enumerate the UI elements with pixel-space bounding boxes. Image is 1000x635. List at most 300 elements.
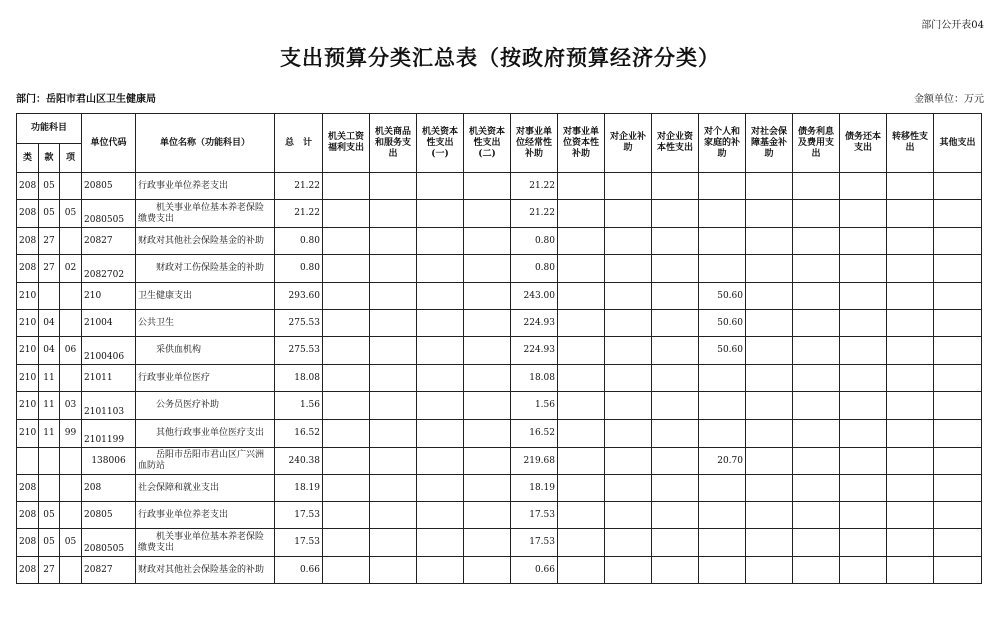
kuan-cell: 04: [39, 337, 60, 365]
table-row: [17, 475, 982, 502]
econ-value-cell: [370, 529, 417, 557]
econ-value-cell: [417, 283, 464, 310]
lei-header: 类: [17, 144, 39, 173]
econ-header: 对企业补助: [605, 114, 652, 173]
xiang-cell: [60, 173, 82, 200]
econ-value-cell: [417, 310, 464, 337]
unit-code-cell: 20827: [82, 228, 136, 255]
econ-value-cell: [370, 255, 417, 283]
econ-value-cell: [934, 228, 982, 255]
total-cell: 293.60: [275, 283, 323, 310]
unit-name-cell: 公共卫生: [136, 310, 275, 337]
econ-value-cell: [746, 337, 793, 365]
econ-value-cell: [840, 448, 887, 475]
econ-value-cell: [840, 255, 887, 283]
econ-value-cell: [652, 557, 699, 584]
econ-header: 机关商品和服务支出: [370, 114, 417, 173]
econ-value-cell: [558, 283, 605, 310]
unit-name-cell: 机关事业单位基本养老保险缴费支出: [136, 200, 275, 228]
econ-value-cell: [934, 502, 982, 529]
kuan-cell: 05: [39, 502, 60, 529]
econ-value-cell: [840, 557, 887, 584]
econ-value-cell: [699, 557, 746, 584]
econ-header: 转移性支出: [887, 114, 934, 173]
kuan-cell: [39, 475, 60, 502]
econ-value-cell: [840, 173, 887, 200]
econ-value-cell: [887, 448, 934, 475]
econ-value-cell: [840, 475, 887, 502]
econ-value-cell: [699, 420, 746, 448]
econ-value-cell: [793, 475, 840, 502]
econ-value-cell: [793, 557, 840, 584]
table-row: [17, 283, 982, 310]
econ-value-cell: [323, 557, 370, 584]
econ-value-cell: [323, 200, 370, 228]
econ-value-cell: [417, 557, 464, 584]
econ-value-cell: [793, 502, 840, 529]
table-row: [17, 448, 982, 475]
econ-value-cell: [370, 200, 417, 228]
econ-value-cell: [323, 255, 370, 283]
econ-value-cell: 219.68: [511, 448, 558, 475]
econ-value-cell: [934, 255, 982, 283]
econ-value-cell: [323, 392, 370, 420]
econ-value-cell: [840, 392, 887, 420]
total-cell: 275.53: [275, 310, 323, 337]
econ-value-cell: [746, 310, 793, 337]
total-header: 总 计: [275, 114, 323, 173]
xiang-cell: [60, 283, 82, 310]
xiang-header: 项: [60, 144, 82, 173]
budget-table: [16, 113, 982, 584]
econ-value-cell: [887, 365, 934, 392]
econ-value-cell: [699, 475, 746, 502]
econ-value-cell: [605, 310, 652, 337]
xiang-cell: 06: [60, 337, 82, 365]
kuan-cell: 27: [39, 255, 60, 283]
econ-value-cell: [605, 475, 652, 502]
unit-code-cell: 210: [82, 283, 136, 310]
unit-code-cell: 2101199: [82, 420, 136, 448]
econ-value-cell: 20.70: [699, 448, 746, 475]
kuan-header: 款: [39, 144, 60, 173]
econ-value-cell: [746, 255, 793, 283]
table-row: [17, 200, 982, 228]
kuan-cell: [39, 448, 60, 475]
lei-cell: 208: [17, 502, 39, 529]
xiang-cell: 02: [60, 255, 82, 283]
table-row: [17, 557, 982, 584]
total-cell: 1.56: [275, 392, 323, 420]
econ-value-cell: 0.80: [511, 228, 558, 255]
xiang-cell: [60, 365, 82, 392]
econ-value-cell: [887, 475, 934, 502]
lei-cell: 210: [17, 337, 39, 365]
econ-header: 债务利息及费用支出: [793, 114, 840, 173]
econ-value-cell: [464, 228, 511, 255]
econ-value-cell: 0.80: [511, 255, 558, 283]
lei-cell: 208: [17, 200, 39, 228]
econ-value-cell: [417, 228, 464, 255]
kuan-cell: 05: [39, 173, 60, 200]
econ-value-cell: [746, 448, 793, 475]
unit-name-cell: 财政对其他社会保险基金的补助: [136, 557, 275, 584]
econ-value-cell: [417, 502, 464, 529]
econ-value-cell: 18.19: [511, 475, 558, 502]
econ-value-cell: [605, 173, 652, 200]
table-row: [17, 529, 982, 557]
econ-value-cell: [840, 420, 887, 448]
econ-header: 机关资本性支出(一): [417, 114, 464, 173]
table-row: [17, 502, 982, 529]
xiang-cell: 05: [60, 200, 82, 228]
econ-header: 对事业单位经常性补助: [511, 114, 558, 173]
econ-value-cell: [464, 448, 511, 475]
econ-value-cell: [793, 310, 840, 337]
econ-value-cell: 224.93: [511, 310, 558, 337]
econ-value-cell: [323, 529, 370, 557]
unit-name-cell: 其他行政事业单位医疗支出: [136, 420, 275, 448]
total-cell: 16.52: [275, 420, 323, 448]
econ-value-cell: [417, 200, 464, 228]
econ-value-cell: [746, 365, 793, 392]
econ-header: 对企业资本性支出: [652, 114, 699, 173]
econ-value-cell: [605, 529, 652, 557]
econ-value-cell: 21.22: [511, 173, 558, 200]
kuan-cell: 11: [39, 365, 60, 392]
econ-value-cell: [652, 228, 699, 255]
econ-value-cell: [370, 337, 417, 365]
econ-value-cell: [605, 392, 652, 420]
econ-header: 对事业单位资本性补助: [558, 114, 605, 173]
table-row: [17, 337, 982, 365]
total-cell: 240.38: [275, 448, 323, 475]
econ-value-cell: [558, 365, 605, 392]
econ-value-cell: [464, 475, 511, 502]
econ-value-cell: [840, 200, 887, 228]
econ-value-cell: [370, 173, 417, 200]
econ-header: 机关工资福利支出: [323, 114, 370, 173]
econ-value-cell: [793, 337, 840, 365]
econ-value-cell: [605, 557, 652, 584]
unit-code-cell: 21011: [82, 365, 136, 392]
econ-value-cell: 50.60: [699, 310, 746, 337]
total-cell: 17.53: [275, 502, 323, 529]
econ-value-cell: [699, 255, 746, 283]
econ-value-cell: [699, 200, 746, 228]
econ-value-cell: [605, 420, 652, 448]
econ-value-cell: 0.66: [511, 557, 558, 584]
unit-code-cell: 2080505: [82, 529, 136, 557]
econ-value-cell: [605, 337, 652, 365]
econ-value-cell: [464, 529, 511, 557]
econ-value-cell: [370, 475, 417, 502]
econ-value-cell: [558, 173, 605, 200]
kuan-cell: 04: [39, 310, 60, 337]
lei-cell: 210: [17, 283, 39, 310]
econ-value-cell: [887, 502, 934, 529]
total-cell: 18.19: [275, 475, 323, 502]
econ-value-cell: 243.00: [511, 283, 558, 310]
econ-value-cell: 50.60: [699, 337, 746, 365]
econ-value-cell: [934, 200, 982, 228]
econ-value-cell: [558, 529, 605, 557]
econ-value-cell: [558, 392, 605, 420]
econ-value-cell: [887, 337, 934, 365]
econ-value-cell: [417, 337, 464, 365]
econ-value-cell: [417, 365, 464, 392]
econ-value-cell: [887, 310, 934, 337]
lei-cell: 210: [17, 392, 39, 420]
econ-value-cell: [652, 420, 699, 448]
econ-value-cell: [934, 283, 982, 310]
econ-value-cell: [464, 200, 511, 228]
econ-value-cell: [605, 255, 652, 283]
econ-value-cell: [746, 420, 793, 448]
econ-value-cell: [934, 310, 982, 337]
table-row: [17, 420, 982, 448]
econ-value-cell: [323, 448, 370, 475]
econ-value-cell: [558, 557, 605, 584]
econ-value-cell: [793, 200, 840, 228]
econ-value-cell: [746, 557, 793, 584]
econ-value-cell: 50.60: [699, 283, 746, 310]
econ-value-cell: [934, 529, 982, 557]
econ-value-cell: [934, 475, 982, 502]
econ-value-cell: [464, 337, 511, 365]
econ-value-cell: [417, 529, 464, 557]
total-cell: 0.80: [275, 255, 323, 283]
total-cell: 0.66: [275, 557, 323, 584]
econ-value-cell: [699, 529, 746, 557]
lei-cell: 208: [17, 255, 39, 283]
econ-header: 机关资本性支出(二): [464, 114, 511, 173]
kuan-cell: 27: [39, 557, 60, 584]
econ-value-cell: [887, 529, 934, 557]
unit-name-header: 单位名称（功能科目）: [136, 114, 275, 173]
unit-name-cell: 卫生健康支出: [136, 283, 275, 310]
lei-cell: 210: [17, 310, 39, 337]
econ-value-cell: [605, 448, 652, 475]
unit-name-cell: 采供血机构: [136, 337, 275, 365]
econ-value-cell: [370, 448, 417, 475]
econ-value-cell: [558, 502, 605, 529]
econ-value-cell: [934, 420, 982, 448]
econ-value-cell: [699, 228, 746, 255]
total-cell: 0.80: [275, 228, 323, 255]
econ-value-cell: [370, 283, 417, 310]
xiang-cell: [60, 448, 82, 475]
econ-value-cell: [746, 392, 793, 420]
econ-value-cell: [746, 200, 793, 228]
econ-value-cell: [605, 283, 652, 310]
total-cell: 275.53: [275, 337, 323, 365]
econ-value-cell: [370, 228, 417, 255]
econ-value-cell: [746, 502, 793, 529]
econ-value-cell: [793, 392, 840, 420]
unit-name-cell: 行政事业单位养老支出: [136, 173, 275, 200]
unit-code-cell: 2082702: [82, 255, 136, 283]
unit-code-cell: 20827: [82, 557, 136, 584]
econ-value-cell: [652, 337, 699, 365]
econ-value-cell: 224.93: [511, 337, 558, 365]
econ-value-cell: [793, 448, 840, 475]
lei-cell: 208: [17, 557, 39, 584]
econ-value-cell: [934, 392, 982, 420]
econ-value-cell: [887, 420, 934, 448]
total-cell: 17.53: [275, 529, 323, 557]
econ-value-cell: [558, 448, 605, 475]
table-row: [17, 228, 982, 255]
total-cell: 21.22: [275, 173, 323, 200]
kuan-cell: 27: [39, 228, 60, 255]
econ-value-cell: [746, 173, 793, 200]
econ-value-cell: [558, 420, 605, 448]
econ-header: 其他支出: [934, 114, 982, 173]
econ-value-cell: [558, 200, 605, 228]
page-title: 支出预算分类汇总表（按政府预算经济分类）: [280, 45, 720, 70]
econ-value-cell: [652, 365, 699, 392]
unit-code-cell: 20805: [82, 173, 136, 200]
econ-value-cell: [370, 365, 417, 392]
econ-value-cell: [652, 283, 699, 310]
unit-code-cell: 21004: [82, 310, 136, 337]
econ-value-cell: [464, 392, 511, 420]
unit-code-header: 单位代码: [82, 114, 136, 173]
unit-name-cell: 社会保障和就业支出: [136, 475, 275, 502]
table-row: [17, 310, 982, 337]
table-row: [17, 365, 982, 392]
econ-value-cell: [464, 283, 511, 310]
xiang-cell: [60, 475, 82, 502]
econ-value-cell: [840, 529, 887, 557]
econ-value-cell: [840, 337, 887, 365]
econ-value-cell: [746, 529, 793, 557]
econ-value-cell: [934, 557, 982, 584]
econ-value-cell: [840, 502, 887, 529]
unit-code-cell: 138006: [82, 448, 136, 475]
econ-value-cell: [323, 337, 370, 365]
econ-value-cell: [417, 448, 464, 475]
econ-value-cell: [934, 365, 982, 392]
lei-cell: 210: [17, 365, 39, 392]
econ-value-cell: [652, 529, 699, 557]
xiang-cell: [60, 502, 82, 529]
econ-value-cell: [558, 228, 605, 255]
unit-name-cell: 行政事业单位医疗: [136, 365, 275, 392]
econ-value-cell: [699, 502, 746, 529]
econ-value-cell: [746, 475, 793, 502]
econ-value-cell: [934, 448, 982, 475]
unit-name-cell: 财政对工伤保险基金的补助: [136, 255, 275, 283]
econ-value-cell: [323, 475, 370, 502]
econ-value-cell: [323, 365, 370, 392]
unit-name-cell: 行政事业单位养老支出: [136, 502, 275, 529]
econ-value-cell: [652, 475, 699, 502]
econ-value-cell: [793, 173, 840, 200]
table-row: [17, 173, 982, 200]
econ-header: 债务还本支出: [840, 114, 887, 173]
header-row-1: [17, 114, 982, 144]
econ-value-cell: [558, 310, 605, 337]
department-label: 部门：岳阳市君山区卫生健康局: [16, 94, 156, 105]
unit-name-cell: 机关事业单位基本养老保险缴费支出: [136, 529, 275, 557]
econ-value-cell: [323, 310, 370, 337]
econ-value-cell: [934, 337, 982, 365]
econ-value-cell: [887, 228, 934, 255]
unit-name-cell: 公务员医疗补助: [136, 392, 275, 420]
econ-value-cell: [605, 200, 652, 228]
econ-value-cell: [464, 255, 511, 283]
econ-value-cell: [887, 283, 934, 310]
xiang-cell: [60, 557, 82, 584]
econ-value-cell: [370, 420, 417, 448]
lei-cell: [17, 448, 39, 475]
econ-value-cell: 1.56: [511, 392, 558, 420]
econ-header: 对个人和家庭的补助: [699, 114, 746, 173]
econ-value-cell: 17.53: [511, 502, 558, 529]
econ-value-cell: [793, 365, 840, 392]
econ-value-cell: [605, 502, 652, 529]
econ-value-cell: [464, 502, 511, 529]
econ-value-cell: [793, 529, 840, 557]
lei-cell: 208: [17, 173, 39, 200]
xiang-cell: 03: [60, 392, 82, 420]
econ-value-cell: [370, 392, 417, 420]
econ-value-cell: [652, 448, 699, 475]
econ-value-cell: [370, 502, 417, 529]
unit-name-cell: 财政对其他社会保险基金的补助: [136, 228, 275, 255]
form-number: 部门公开表04: [921, 20, 984, 31]
econ-value-cell: 18.08: [511, 365, 558, 392]
econ-value-cell: [558, 337, 605, 365]
econ-value-cell: [417, 255, 464, 283]
econ-value-cell: [464, 310, 511, 337]
kuan-cell: 05: [39, 529, 60, 557]
econ-value-cell: [558, 475, 605, 502]
econ-value-cell: [840, 228, 887, 255]
econ-value-cell: [605, 365, 652, 392]
econ-value-cell: [652, 502, 699, 529]
unit-code-cell: 2100406: [82, 337, 136, 365]
econ-value-cell: [652, 392, 699, 420]
econ-value-cell: [417, 173, 464, 200]
econ-value-cell: [605, 228, 652, 255]
econ-value-cell: [464, 173, 511, 200]
econ-value-cell: [840, 365, 887, 392]
econ-value-cell: [417, 475, 464, 502]
econ-value-cell: [699, 173, 746, 200]
kuan-cell: 11: [39, 392, 60, 420]
econ-value-cell: [887, 255, 934, 283]
econ-value-cell: [652, 310, 699, 337]
xiang-cell: 99: [60, 420, 82, 448]
econ-value-cell: [652, 200, 699, 228]
unit-code-cell: 2080505: [82, 200, 136, 228]
econ-value-cell: [887, 557, 934, 584]
total-cell: 21.22: [275, 200, 323, 228]
unit-code-cell: 208: [82, 475, 136, 502]
kuan-cell: 05: [39, 200, 60, 228]
econ-value-cell: [417, 392, 464, 420]
econ-value-cell: [323, 283, 370, 310]
econ-value-cell: [699, 365, 746, 392]
unit-code-cell: 20805: [82, 502, 136, 529]
econ-value-cell: [417, 420, 464, 448]
econ-header: 对社会保障基金补助: [746, 114, 793, 173]
econ-value-cell: [323, 173, 370, 200]
econ-value-cell: 17.53: [511, 529, 558, 557]
